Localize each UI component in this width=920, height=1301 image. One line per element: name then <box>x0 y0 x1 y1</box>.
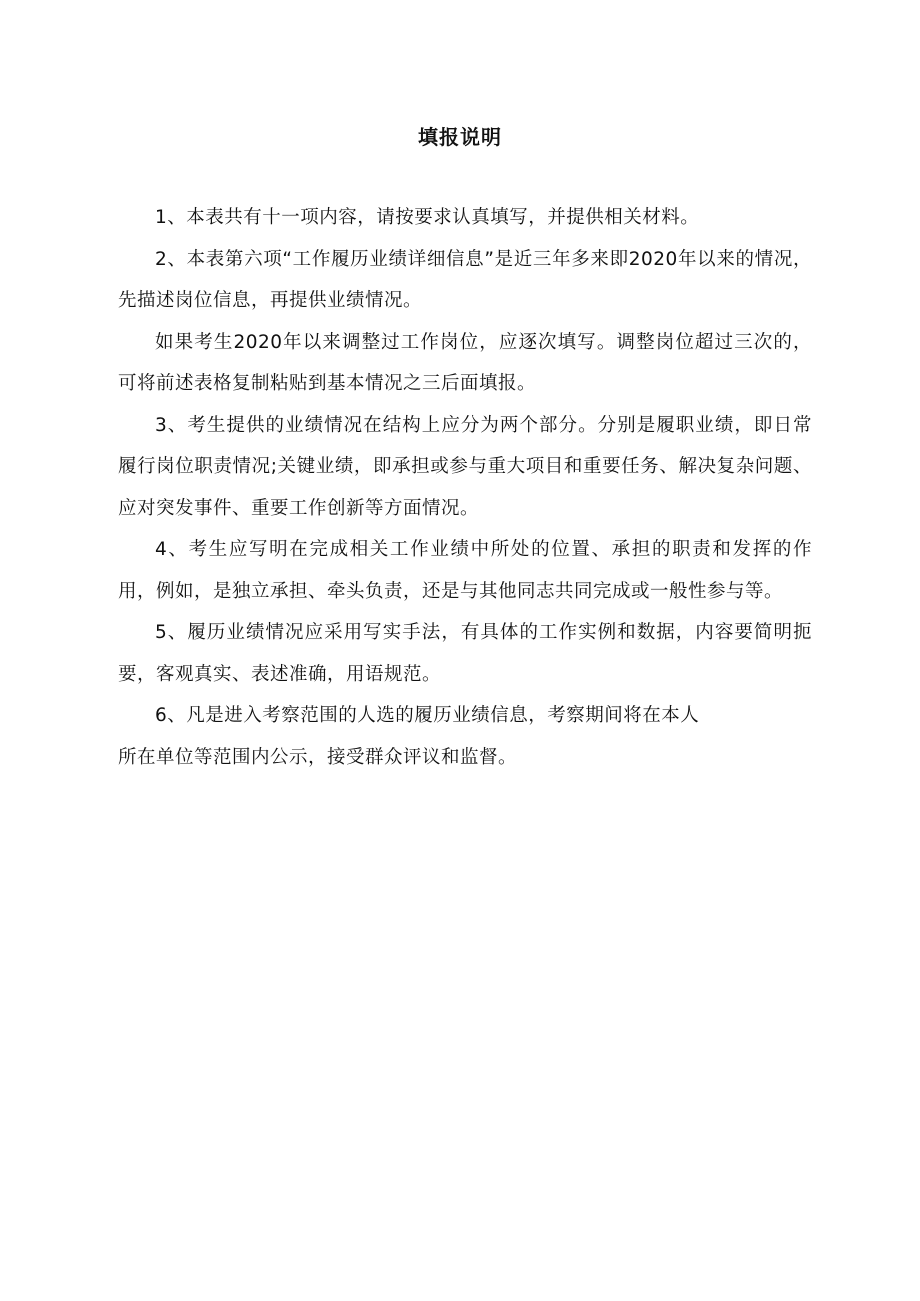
instruction-item-2: 2、本表第六项“工作履历业绩详细信息”是近三年多来即2020年以来的情况，先描述岗位信息，再提供业绩情况。 <box>118 248 812 311</box>
instruction-item-3: 3、考生提供的业绩情况在结构上应分为两个部分。分别是履职业绩，即日常履行岗位职责情况;关键业绩，即承担或参与重大项目和重要任务、解决复杂问题、应对突发事件、重要工作创新等方面情况。 <box>118 414 812 519</box>
page-title: 填报说明 <box>418 125 502 149</box>
instruction-item-1: 1、本表共有十一项内容，请按要求认真填写，并提供相关材料。 <box>155 207 700 228</box>
instruction-item-4: 4、考生应写明在完成相关工作业绩中所处的位置、承担的职责和发挥的作用，例如，是独立承担、牵头负责，还是与其他同志共同完成或一般性参与等。 <box>118 539 812 602</box>
instruction-item-6-line-2: 所在单位等范围内公示，接受群众评议和监督。 <box>118 746 518 768</box>
instruction-item-6-line-1: 6、凡是进入考察范围的人选的履历业绩信息，考察期间将在本人 <box>155 705 700 726</box>
instructions-body <box>118 197 812 778</box>
instruction-item-2-supplement: 如果考生2020年以来调整过工作岗位，应逐次填写。调整岗位超过三次的，可将前述表格复制粘贴到基本情况之三后面填报。 <box>118 331 812 394</box>
instruction-item-5: 5、履历业绩情况应采用写实手法，有具体的工作实例和数据，内容要简明扼要，客观真实、表述准确，用语规范。 <box>118 622 812 685</box>
